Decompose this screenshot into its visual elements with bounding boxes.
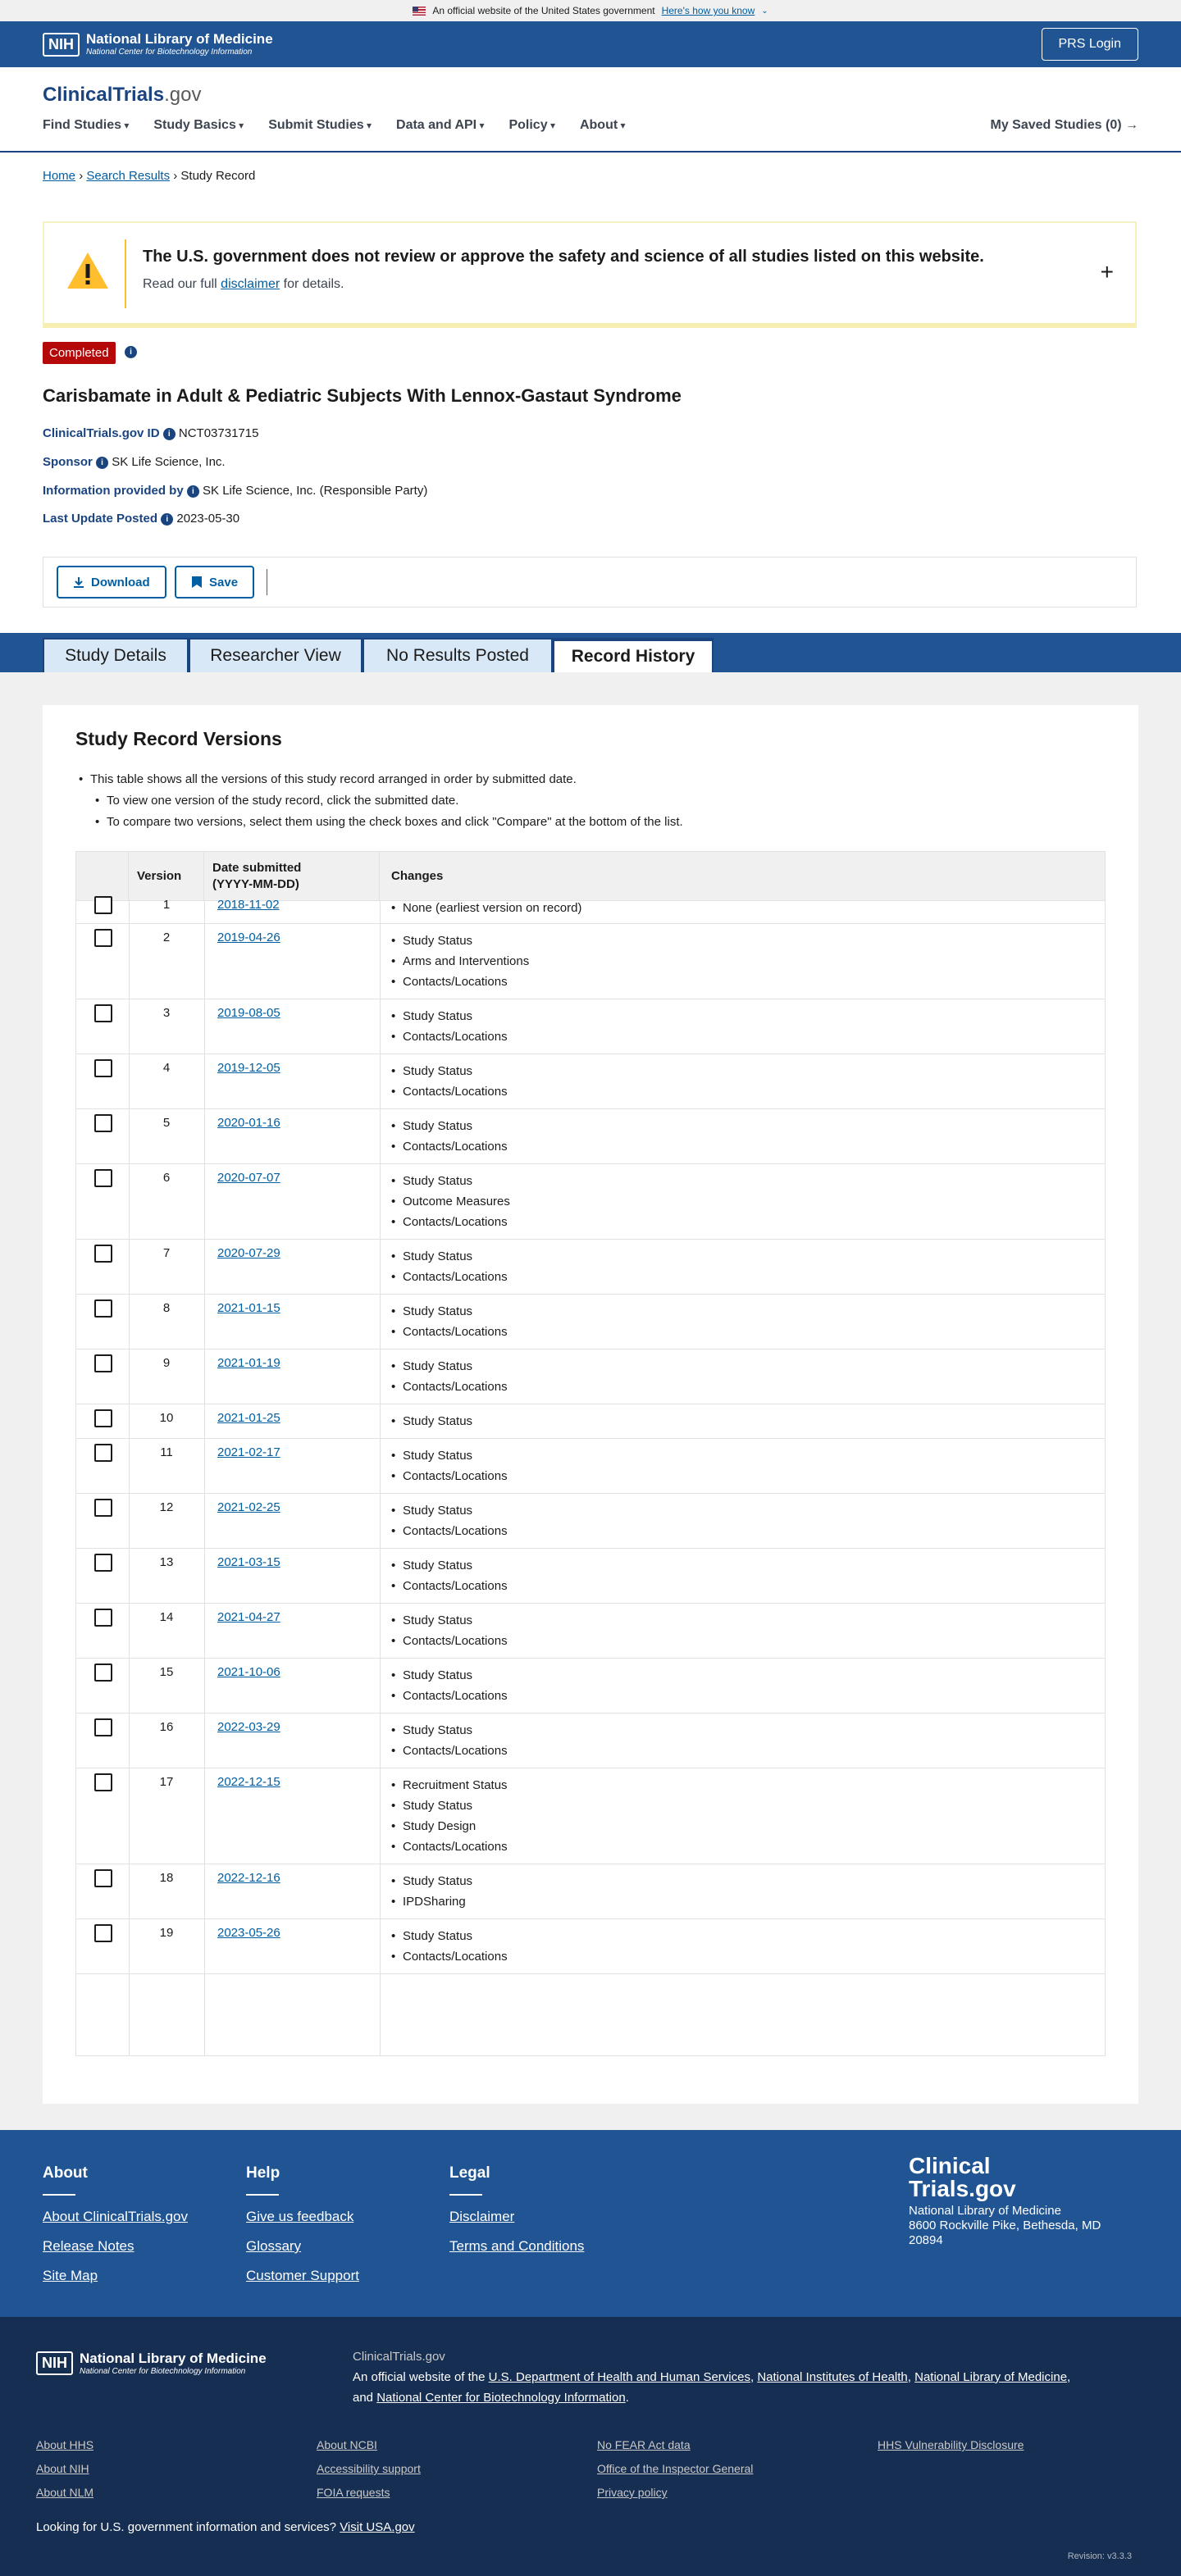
ncbi-name: National Center for Biotechnology Information [86,47,253,57]
usa-gov-link[interactable]: Visit USA.gov [340,2520,415,2534]
link-no-fear[interactable]: No FEAR Act data [597,2438,691,2451]
compare-checkbox[interactable] [94,1169,112,1187]
gov-banner [0,0,1181,21]
changes-list [391,1775,508,1857]
warning-icon [66,251,110,290]
version-date-link[interactable]: 2021-10-06 [217,1665,280,1679]
nlm-name: National Library of Medicine [86,31,273,48]
change-item: • Contacts/Locations [391,972,529,992]
link-vulnerability[interactable]: HHS Vulnerability Disclosure [878,2438,1024,2451]
footer-about [43,2164,188,2297]
table-row [76,1054,1105,1109]
change-item: • Study Status [391,1445,508,1466]
version-date-link[interactable]: 2020-07-07 [217,1171,280,1185]
change-item: • Contacts/Locations [391,1466,508,1486]
tab-study-details[interactable]: Study Details [43,638,189,672]
download-button[interactable] [57,566,166,598]
footer-rule [43,2194,75,2196]
version-date-link[interactable]: 2023-05-26 [217,1926,280,1940]
version-number: 6 [162,1171,171,1185]
versions-table [75,851,1106,2056]
compare-checkbox[interactable] [94,1299,112,1318]
version-date-link[interactable]: 2022-12-16 [217,1871,280,1885]
change-item: • Study Status [391,1665,508,1686]
footer-link-support[interactable]: Customer Support [246,2268,359,2283]
change-item: • Contacts/Locations [391,1212,510,1232]
footer-link-glossary[interactable]: Glossary [246,2238,302,2254]
nlm-link[interactable]: National Library of Medicine [914,2370,1068,2384]
alert-title: The U.S. government does not review or approve the safety and science of all studies listed on this website. [143,248,984,266]
link-foia[interactable]: FOIA requests [317,2486,390,2499]
footer-address [909,2204,1138,2248]
change-item: • Contacts/Locations [391,1322,508,1342]
saved-studies-link[interactable]: My Saved Studies (0) → [990,118,1138,132]
version-date-link[interactable]: 2022-12-15 [217,1775,280,1789]
agency-links-col [36,2433,93,2505]
nlm-logo[interactable] [43,32,273,57]
change-item: • Study Status [391,1871,472,1891]
change-item: • Study Status [391,1061,508,1081]
change-item: • Study Status [391,1610,508,1631]
address-line: 20894 [909,2233,943,2247]
version-number: 16 [159,1720,174,1734]
footer-link-disclaimer[interactable]: Disclaimer [449,2209,515,2224]
version-number: 14 [159,1610,174,1624]
breadcrumb-current: Study Record [180,169,256,183]
version-date-link[interactable]: 2022-03-29 [217,1720,280,1734]
change-item: • Study Status [391,931,529,951]
changes-list [391,1171,510,1232]
main-menu [43,118,626,133]
changes-list [391,1445,508,1486]
footer-nlm-name: National Library of Medicine [80,2351,267,2366]
footer-legal-title: Legal [449,2164,490,2182]
footer-ncbi-name: National Center for Biotechnology Information [80,2366,246,2376]
footer-logo [909,2155,1138,2248]
changes-list [391,1356,508,1397]
site-logo-main: ClinicalTrials [43,84,165,106]
version-number: 9 [162,1356,171,1370]
table-row [76,1164,1105,1240]
heres-how-you-know-link[interactable]: Here's how you know [661,5,755,16]
site-logo[interactable] [43,84,201,107]
compare-checkbox[interactable] [94,1245,112,1263]
and-text: and [353,2391,374,2405]
meta-update-value: 2023-05-30 [176,512,240,526]
change-item: • Contacts/Locations [391,1136,508,1157]
change-item: • Contacts/Locations [391,1521,508,1541]
version-date-link[interactable]: 2021-01-25 [217,1411,280,1425]
nih-header [0,21,1181,67]
changes-list [391,1301,508,1342]
version-number: 2 [162,931,171,944]
table-row [76,1439,1105,1494]
version-number: 13 [159,1555,174,1569]
change-item: • Study Status [391,1301,508,1322]
expand-plus-icon[interactable]: + [1100,259,1114,284]
change-item: • Study Status [391,1116,508,1136]
compare-checkbox[interactable] [94,1444,112,1462]
header-changes: Changes [391,869,444,883]
change-item: • Study Status [391,1555,508,1576]
hhs-link[interactable]: U.S. Department of Health and Human Services [488,2370,750,2384]
version-number: 10 [159,1411,174,1425]
link-about-nlm[interactable]: About NLM [36,2486,94,2499]
version-number: 19 [159,1926,174,1940]
usa-gov [36,2520,415,2534]
breadcrumb-search-results[interactable]: Search Results [86,169,171,183]
table-row [76,1240,1105,1295]
revision: Revision: v3.3.3 [1067,2551,1132,2561]
link-about-hhs[interactable]: About HHS [36,2438,94,2451]
disclaimer-link[interactable]: disclaimer [221,277,280,291]
disclaimer-alert [43,221,1137,328]
table-row [76,1404,1105,1439]
tab-no-results-posted[interactable]: No Results Posted [363,638,553,672]
version-number: 12 [159,1500,174,1514]
table-row [76,1349,1105,1404]
change-item: • Study Status [391,1720,508,1741]
version-date-link[interactable]: 2021-03-15 [217,1555,280,1569]
site-footer [0,2130,1181,2317]
change-item: • Study Status [391,1411,472,1431]
version-date-link[interactable]: 2019-04-26 [217,931,280,944]
download-icon [73,576,84,588]
link-accessibility[interactable]: Accessibility support [317,2462,421,2475]
footer-link-site-map[interactable]: Site Map [43,2268,98,2283]
info-icon[interactable]: i [163,428,176,440]
version-date-link[interactable]: 2021-02-17 [217,1445,280,1459]
compare-checkbox[interactable] [94,1004,112,1022]
compare-checkbox[interactable] [94,1663,112,1682]
table-row [76,891,1105,924]
change-item: • Recruitment Status [391,1775,508,1795]
change-item: • None (earliest version on record) [391,898,581,918]
meta-update-label: Last Update Posted [43,512,158,526]
change-item: • Contacts/Locations [391,1026,508,1047]
table-row [76,999,1105,1054]
change-item: • Contacts/Locations [391,1741,508,1761]
changes-list [391,1006,508,1047]
intro-item: • This table shows all the versions of this study record arranged in order by submitted date. [75,769,683,790]
nih-logo-box: NIH [43,33,80,57]
footer-link-feedback[interactable]: Give us feedback [246,2209,354,2224]
change-item: • Contacts/Locations [391,1686,508,1706]
table-body [76,898,1105,2056]
meta-info-value: SK Life Science, Inc. (Responsible Party) [203,484,428,498]
footer-link-about-ct[interactable]: About ClinicalTrials.gov [43,2209,188,2224]
compare-checkbox[interactable] [94,1499,112,1517]
change-item: • Study Design [391,1816,508,1836]
changes-list [391,898,581,918]
tab-record-history[interactable]: Record History [553,638,714,672]
intro-subitem: • To view one version of the study record, click the submitted date. [75,790,683,812]
save-label: Save [209,575,239,589]
table-row [76,924,1105,999]
change-item: • Contacts/Locations [391,1836,508,1857]
info-icon[interactable]: i [187,485,199,498]
tabs-bar [0,633,1181,672]
alert-text [143,277,344,292]
address-line: 8600 Rockville Pike, Bethesda, MD [909,2219,1101,2232]
change-item: • IPDSharing [391,1891,472,1912]
change-item: • Outcome Measures [391,1191,510,1212]
version-date-link[interactable]: 2019-12-05 [217,1061,280,1075]
compare-checkbox[interactable] [94,1869,112,1887]
version-number: 1 [162,898,171,912]
changes-list [391,1411,472,1431]
meta-sponsor-label: Sponsor [43,455,93,469]
change-item: • Study Status [391,1246,508,1267]
compare-checkbox[interactable] [94,1354,112,1372]
info-icon[interactable]: i [96,457,108,469]
version-date-link[interactable]: 2021-04-27 [217,1610,280,1624]
info-icon[interactable]: i [125,346,137,358]
version-number: 4 [162,1061,171,1075]
change-item: • Contacts/Locations [391,1946,508,1967]
table-row [76,1494,1105,1549]
change-item: • Contacts/Locations [391,1081,508,1102]
footer-nih-box: NIH [36,2351,73,2375]
change-item: • Study Status [391,1795,508,1816]
change-item: • Study Status [391,1500,508,1521]
agency-links-col [597,2433,753,2505]
nav-submit-studies[interactable]: Submit Studies ▾ [268,118,372,133]
footer-about-title: About [43,2164,88,2182]
header-date-line1: Date submitted [212,861,302,875]
compare-checkbox[interactable] [94,1059,112,1077]
breadcrumb-separator: › [173,169,178,183]
study-title: Carisbamate in Adult & Pediatric Subjects With Lennox-Gastaut Syndrome [43,385,682,406]
change-item: • Study Status [391,1006,508,1026]
change-item: • Contacts/Locations [391,1267,508,1287]
version-number: 15 [159,1665,174,1679]
footer-logo-line2: Trials.gov [909,2176,1016,2201]
footer-link-release-notes[interactable]: Release Notes [43,2238,135,2254]
site-nav [0,67,1181,152]
breadcrumb-home[interactable]: Home [43,169,76,183]
gov-banner-text: An official website of the United States government [432,5,655,16]
table-row [76,1295,1105,1349]
official-statement: ClinicalTrials.gov An official website of the U.S. Department of Health and Human Services, National Institutes of Health, National Library of Medicine, and National Center for Biotechnology Information. [353,2346,1124,2408]
footer-rule [246,2194,279,2196]
meta-info-provider [43,484,427,498]
us-flag-icon [413,7,426,16]
alert-text-before: Read our full [143,277,221,291]
info-icon[interactable]: i [161,513,173,526]
version-date-link[interactable]: 2021-01-15 [217,1301,280,1315]
changes-list [391,1500,508,1541]
change-item: • Study Status [391,1926,508,1946]
action-bar [43,557,1137,608]
compare-checkbox[interactable] [94,1114,112,1132]
changes-list [391,1116,508,1157]
meta-id-label: ClinicalTrials.gov ID [43,426,160,440]
table-row [76,1109,1105,1164]
changes-list [391,1246,508,1287]
alert-divider [125,239,126,308]
link-oig[interactable]: Office of the Inspector General [597,2462,754,2475]
breadcrumb-separator: › [79,169,84,183]
official-text: An official website of the [353,2370,489,2384]
breadcrumb [43,169,255,183]
compare-checkbox[interactable] [94,896,112,914]
nih-link[interactable]: National Institutes of Health [757,2370,908,2384]
changes-list [391,931,529,992]
version-date-link[interactable]: 2021-02-25 [217,1500,280,1514]
usa-text: Looking for U.S. government information and services? [36,2520,337,2534]
table-row [76,1919,1105,1974]
meta-sponsor-value: SK Life Science, Inc. [112,455,226,469]
version-date-link[interactable]: 2021-01-19 [217,1356,280,1370]
compare-checkbox[interactable] [94,1609,112,1627]
link-about-ncbi[interactable]: About NCBI [317,2438,377,2451]
status-badge: Completed [43,342,116,364]
versions-card [43,705,1138,2104]
nav-data-api[interactable]: Data and API ▾ [396,118,484,133]
nav-study-basics[interactable]: Study Basics ▾ [153,118,244,133]
nav-policy[interactable]: Policy ▾ [508,118,555,133]
version-number: 8 [162,1301,171,1315]
changes-list [391,1610,508,1651]
version-number: 5 [162,1116,171,1130]
changes-list [391,1926,508,1967]
change-item: • Arms and Interventions [391,951,529,972]
ncbi-link[interactable]: National Center for Biotechnology Information [376,2391,626,2405]
footer-help-title: Help [246,2164,280,2182]
footer-nlm-logo[interactable] [36,2351,267,2376]
change-item: • Study Status [391,1171,510,1191]
versions-title: Study Record Versions [75,728,282,749]
agency-links-col [878,2433,1024,2457]
footer-legal [449,2164,584,2268]
site-logo-suffix: .gov [164,84,202,106]
table-row [76,1604,1105,1659]
compare-checkbox[interactable] [94,929,112,947]
compare-checkbox[interactable] [94,1924,112,1942]
prs-login-button[interactable]: PRS Login [1042,28,1139,61]
table-row [76,1549,1105,1604]
intro-subitem: • To compare two versions, select them using the check boxes and click "Compare" at the bottom of the list. [75,812,683,833]
tab-researcher-view[interactable]: Researcher View [189,638,363,672]
compare-checkbox[interactable] [94,1773,112,1791]
meta-id [43,426,258,440]
compare-checkbox[interactable] [94,1554,112,1572]
versions-intro [75,769,683,833]
footer-rule [449,2194,482,2196]
nav-find-studies[interactable]: Find Studies ▾ [43,118,129,133]
save-button[interactable] [175,566,254,598]
footer-help [246,2164,359,2297]
address-line: National Library of Medicine [909,2204,1061,2218]
version-number: 17 [159,1775,174,1789]
nav-about[interactable]: About ▾ [580,118,626,133]
change-item: • Contacts/Locations [391,1377,508,1397]
changes-list [391,1665,508,1706]
alert-text-after: for details. [280,277,344,291]
meta-id-value: NCT03731715 [178,426,259,440]
agency-links-col [317,2433,421,2505]
footer-logo-line1: Clinical [909,2153,991,2178]
change-item: • Contacts/Locations [391,1576,508,1596]
changes-list [391,1720,508,1761]
meta-last-update [43,512,239,526]
table-row [76,1659,1105,1714]
table-row [76,1714,1105,1768]
version-number: 3 [162,1006,171,1020]
version-number: 7 [162,1246,171,1260]
table-row [76,1768,1105,1864]
chevron-down-icon: ⌄ [761,6,768,16]
version-date-link[interactable]: 2020-01-16 [217,1116,280,1130]
download-label: Download [91,575,150,589]
link-about-nih[interactable]: About NIH [36,2462,89,2475]
change-item: • Study Status [391,1356,508,1377]
version-number: 18 [159,1871,174,1885]
changes-list [391,1555,508,1596]
link-privacy[interactable]: Privacy policy [597,2486,668,2499]
changes-list [391,1061,508,1102]
meta-info-label: Information provided by [43,484,184,498]
footer-link-terms[interactable]: Terms and Conditions [449,2238,585,2254]
header-version: Version [129,852,204,901]
version-number: 11 [160,1445,173,1459]
table-row [76,1864,1105,1919]
study-header [0,152,1181,633]
meta-sponsor [43,455,226,469]
agency-footer [0,2317,1181,2576]
changes-list [391,1871,472,1912]
header-date-line2: (YYYY-MM-DD) [212,877,299,891]
compare-checkbox[interactable] [94,1718,112,1736]
bookmark-icon [191,576,203,589]
version-date-link[interactable]: 2020-07-29 [217,1246,280,1260]
footer-ct-name: ClinicalTrials.gov [353,2350,445,2364]
version-date-link[interactable]: 2018-11-02 [217,898,280,912]
compare-checkbox[interactable] [94,1409,112,1427]
change-item: • Contacts/Locations [391,1631,508,1651]
version-date-link[interactable]: 2019-08-05 [217,1006,280,1020]
